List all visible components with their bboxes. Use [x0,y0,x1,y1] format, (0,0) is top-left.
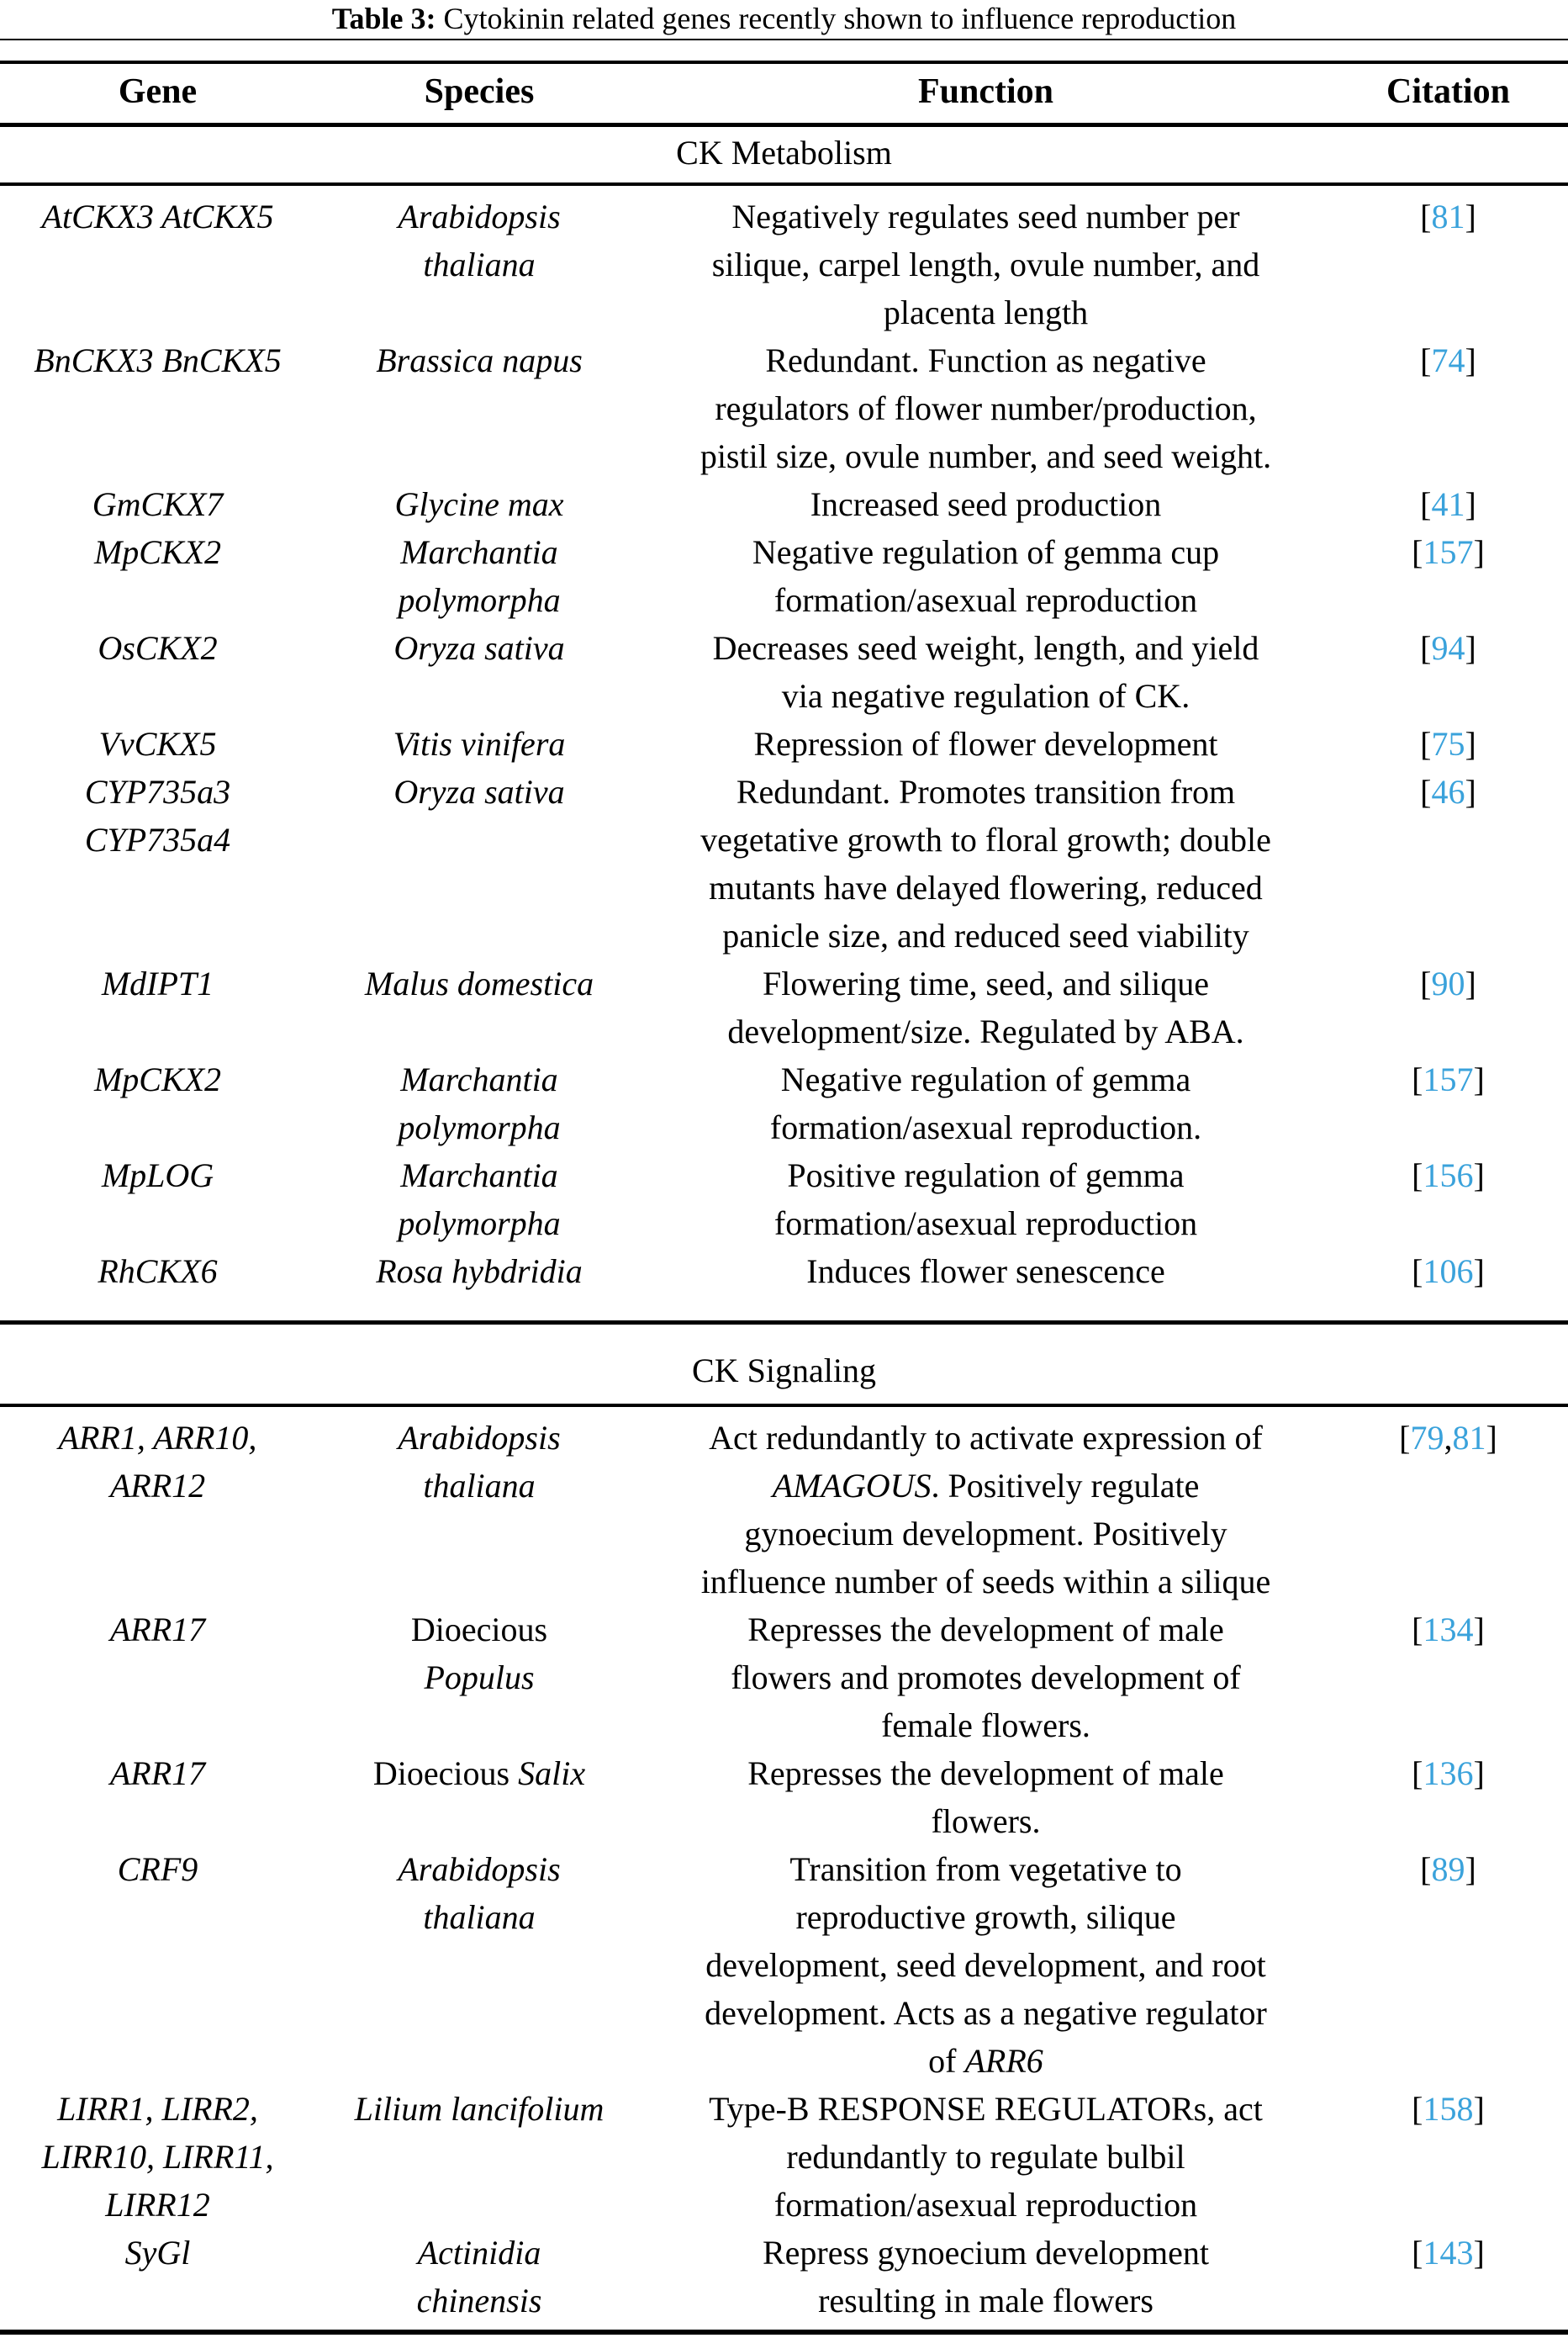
gene-cell [0,1845,315,2085]
function-text: regulators of flower number/production, [715,389,1257,427]
section-ck-metabolism-rows [0,193,1568,1295]
table-row [0,2229,1568,2325]
citation-ref: [81] [1420,198,1476,235]
citation-link[interactable]: 74 [1431,341,1465,379]
function-text: Transition from vegetative to [789,1850,1182,1888]
table-row [0,193,1568,336]
species-cell [315,1247,643,1295]
citation-cell [1328,2085,1568,2229]
function-text: flowers and promotes development of [731,1658,1241,1696]
species-name: Malus domestica [364,965,594,1002]
table-row [0,1247,1568,1295]
species-name: Dioecious [410,1611,548,1648]
species-cell [315,1414,643,1605]
species-name: thaliana [423,1898,536,1936]
gene-name: MdIPT1 [101,965,214,1002]
function-text: Negative regulation of gemma cup [752,533,1220,571]
gene-name: VvCKX5 [98,725,217,763]
table-row [0,1605,1568,1749]
gene-cell [0,720,315,768]
citation-link[interactable]: 75 [1431,725,1465,763]
gene-cell [0,1414,315,1605]
citation-ref: [90] [1420,965,1476,1002]
citation-ref: [46] [1420,773,1476,811]
species-cell [315,480,643,528]
table-caption-text: Cytokinin related genes recently shown to influence reproduction [443,2,1237,35]
species-name: Glycine max [394,485,564,523]
function-text: formation/asexual reproduction. [769,1108,1202,1146]
citation-ref: [134] [1412,1611,1485,1648]
function-cell [643,1247,1328,1295]
gene-cell [0,768,315,960]
gene-name: MpCKX2 [93,533,222,571]
citation-link[interactable]: 157 [1423,533,1474,571]
gene-name: LIRR1, LIRR2, [57,2090,258,2128]
gene-cell [0,480,315,528]
gene-name: LIRR10, LIRR11, [41,2138,274,2176]
citation-cell [1328,1845,1568,2085]
function-text: silique, carpel length, ovule number, and [711,246,1260,283]
function-text: formation/asexual reproduction [773,581,1198,619]
gene-name: CRF9 [117,1850,198,1888]
gene-name: ARR17 [109,1611,206,1648]
citation-cell [1328,1605,1568,1749]
function-text: Decreases seed weight, length, and yield [712,629,1259,667]
function-text: AMAGOUS. Positively regulate [772,1467,1200,1505]
function-text: panicle size, and reduced seed viability [722,917,1249,955]
table-row [0,720,1568,768]
function-cell [643,1605,1328,1749]
citation-link[interactable]: 81 [1452,1419,1486,1457]
function-text: formation/asexual reproduction [773,1204,1198,1242]
gene-name: LIRR12 [105,2186,210,2224]
function-text: reproductive growth, silique [795,1898,1176,1936]
function-cell [643,768,1328,960]
section-title-ck-signaling: CK Signaling [692,1351,876,1389]
gene-cell [0,336,315,480]
column-header-function: Function [917,72,1054,111]
table-caption-label: Table 3: [331,2,436,35]
citation-ref: [41] [1420,485,1476,523]
gene-cell [0,1605,315,1749]
citation-ref: [156] [1412,1156,1485,1194]
citation-link[interactable]: 90 [1431,965,1465,1002]
citation-link[interactable]: 46 [1431,773,1465,811]
function-text: influence number of seeds within a silique [700,1563,1271,1600]
gene-cell [0,2229,315,2325]
gene-cell [0,1247,315,1295]
species-name: thaliana [423,1467,536,1505]
function-cell [643,2085,1328,2229]
citation-cell [1328,1151,1568,1247]
function-text: Increased seed production [810,485,1162,523]
citation-cell [1328,1055,1568,1151]
gene-cell [0,2085,315,2229]
citation-link[interactable]: 81 [1431,198,1465,235]
species-name: Populus [424,1658,535,1696]
function-text: of ARR6 [928,2042,1043,2080]
function-cell [643,1749,1328,1845]
citation-ref: [157] [1412,1061,1485,1098]
function-text: resulting in male flowers [818,2282,1154,2319]
table-row [0,1055,1568,1151]
citation-cell [1328,336,1568,480]
species-cell [315,768,643,960]
citation-cell [1328,960,1568,1055]
species-name: Oryza sativa [393,773,565,811]
citation-cell [1328,768,1568,960]
citation-link[interactable]: 158 [1423,2090,1474,2128]
column-header-gene: Gene [118,72,198,111]
citation-cell [1328,1247,1568,1295]
section1-top-rule [0,182,1568,186]
citation-ref: [79,81] [1399,1419,1497,1457]
citation-ref: [94] [1420,629,1476,667]
citation-cell [1328,2229,1568,2325]
function-text: Repression of flower development [753,725,1218,763]
species-cell [315,1605,643,1749]
gene-cell [0,624,315,720]
function-cell [643,336,1328,480]
function-cell [643,193,1328,336]
gene-name: ARR1, ARR10, [58,1419,257,1457]
citation-ref: [136] [1412,1754,1485,1792]
species-name: Vitis vinifera [393,725,566,763]
gene-name: MpLOG [101,1156,214,1194]
function-text: redundantly to regulate bulbil [786,2138,1185,2176]
table-row [0,1151,1568,1247]
species-cell [315,2085,643,2229]
function-cell [643,1055,1328,1151]
citation-ref: [74] [1420,341,1476,379]
function-text: Flowering time, seed, and silique [762,965,1209,1002]
function-text: formation/asexual reproduction [773,2186,1198,2224]
species-name: Arabidopsis [398,1850,561,1888]
function-text: female flowers. [881,1706,1090,1744]
citation-ref: [75] [1420,725,1476,763]
table-row [0,1749,1568,1845]
function-text: development. Acts as a negative regulator [705,1994,1267,2032]
function-text: mutants have delayed flowering, reduced [709,869,1263,907]
section2-top-rule [0,1404,1568,1407]
function-text: Negative regulation of gemma [780,1061,1191,1098]
gene-name: ARR17 [109,1754,206,1792]
table-row [0,480,1568,528]
species-cell [315,1845,643,2085]
species-cell [315,336,643,480]
column-header-citation: Citation [1386,72,1510,111]
species-name: polymorpha [398,1204,561,1242]
table-row [0,528,1568,624]
citation-link[interactable]: 79 [1410,1419,1444,1457]
function-cell [643,1151,1328,1247]
function-text: Redundant. Function as negative [765,341,1206,379]
species-cell [315,528,643,624]
species-cell [315,1151,643,1247]
citation-ref: [157] [1412,533,1485,571]
species-name: thaliana [423,246,536,283]
section-title-ck-metabolism: CK Metabolism [676,134,892,172]
function-text: development/size. Regulated by ABA. [727,1013,1244,1050]
citation-link[interactable]: 106 [1423,1252,1474,1290]
citation-cell [1328,1414,1568,1605]
species-cell [315,193,643,336]
citation-link[interactable]: 136 [1423,1754,1474,1792]
bottom-rule [0,2330,1568,2335]
function-text: via negative regulation of CK. [781,677,1191,715]
table-row [0,1845,1568,2085]
section-ck-signaling-rows [0,1414,1568,2325]
column-header-row [0,67,1568,116]
species-name: Arabidopsis [398,1419,561,1457]
citation-cell [1328,480,1568,528]
table-row [0,336,1568,480]
citation-cell [1328,624,1568,720]
function-cell [643,2229,1328,2325]
function-text: placenta length [883,294,1089,331]
citation-cell [1328,193,1568,336]
function-text: Induces flower senescence [806,1252,1165,1290]
gene-name: GmCKX7 [92,485,224,523]
gene-name: ARR12 [109,1467,206,1505]
table-caption [0,0,1568,37]
citation-ref: [158] [1412,2090,1485,2128]
gene-name: CYP735a3 [84,773,231,811]
species-name: Brassica napus [376,341,583,379]
header-bottom-rule [0,123,1568,127]
species-name: polymorpha [398,581,561,619]
species-name: polymorpha [398,1108,561,1146]
species-name: Oryza sativa [393,629,565,667]
function-cell [643,960,1328,1055]
function-text: flowers. [931,1802,1041,1840]
species-name: Arabidopsis [398,198,561,235]
gene-cell [0,1055,315,1151]
species-name: Actinidia [417,2234,541,2272]
citation-link[interactable]: 94 [1431,629,1465,667]
function-cell [643,528,1328,624]
function-cell [643,480,1328,528]
table-row [0,1414,1568,1605]
species-cell [315,960,643,1055]
gene-name: AtCKX3 AtCKX5 [41,198,274,235]
gene-name: RhCKX6 [98,1252,218,1290]
gene-name: OsCKX2 [98,629,218,667]
citation-ref: [143] [1412,2234,1485,2272]
function-text: Represses the development of male [747,1754,1224,1792]
citation-ref: [106] [1412,1252,1485,1290]
gene-cell [0,1151,315,1247]
function-cell [643,1414,1328,1605]
table-row [0,624,1568,720]
table-row [0,2085,1568,2229]
function-cell [643,624,1328,720]
function-text: development, seed development, and root [705,1946,1266,1984]
top-rule-thick [0,61,1568,64]
species-cell [315,2229,643,2325]
citation-link[interactable]: 41 [1431,485,1465,523]
gene-cell [0,193,315,336]
gene-cell [0,528,315,624]
species-cell [315,720,643,768]
gene-name: SyGl [124,2234,191,2272]
function-text: Redundant. Promotes transition from [736,773,1236,811]
species-name: Marchantia [400,533,558,571]
function-text: vegetative growth to floral growth; double [700,821,1271,859]
species-cell [315,1055,643,1151]
function-text: gynoecium development. Positively [744,1515,1227,1552]
citation-ref: [89] [1420,1850,1476,1888]
species-name: Marchantia [400,1061,558,1098]
function-text: Type-B RESPONSE REGULATORs, act [709,2090,1263,2128]
function-text: Positive regulation of gemma [787,1156,1185,1194]
species-cell [315,624,643,720]
species-name: Marchantia [400,1156,558,1194]
table-row [0,960,1568,1055]
table-row [0,768,1568,960]
species-name: Rosa hybdridia [376,1252,583,1290]
species-name: Dioecious Salix [372,1754,586,1792]
citation-cell [1328,720,1568,768]
citation-cell [1328,1749,1568,1845]
species-name: Lilium lancifolium [354,2090,604,2128]
section-divider-rule [0,1320,1568,1325]
citation-link[interactable]: 89 [1431,1850,1465,1888]
citation-link[interactable]: 157 [1423,1061,1474,1098]
function-text: Negatively regulates seed number per [731,198,1240,235]
function-text: pistil size, ovule number, and seed weight. [700,437,1272,475]
gene-name: CYP735a4 [84,821,231,859]
citation-cell [1328,528,1568,624]
function-text: Repress gynoecium development [763,2234,1209,2272]
gene-cell [0,1749,315,1845]
top-rule-thin [0,39,1568,40]
citation-link[interactable]: 143 [1423,2234,1474,2272]
species-name: chinensis [416,2282,542,2319]
function-cell [643,1845,1328,2085]
citation-link[interactable]: 156 [1423,1156,1474,1194]
function-text: Represses the development of male [747,1611,1224,1648]
gene-name: MpCKX2 [93,1061,222,1098]
gene-cell [0,960,315,1055]
citation-link[interactable]: 134 [1423,1611,1474,1648]
species-cell [315,1749,643,1845]
function-cell [643,720,1328,768]
gene-name: BnCKX3 BnCKX5 [34,341,282,379]
function-text: Act redundantly to activate expression of [709,1419,1263,1457]
column-header-species: Species [424,72,535,111]
